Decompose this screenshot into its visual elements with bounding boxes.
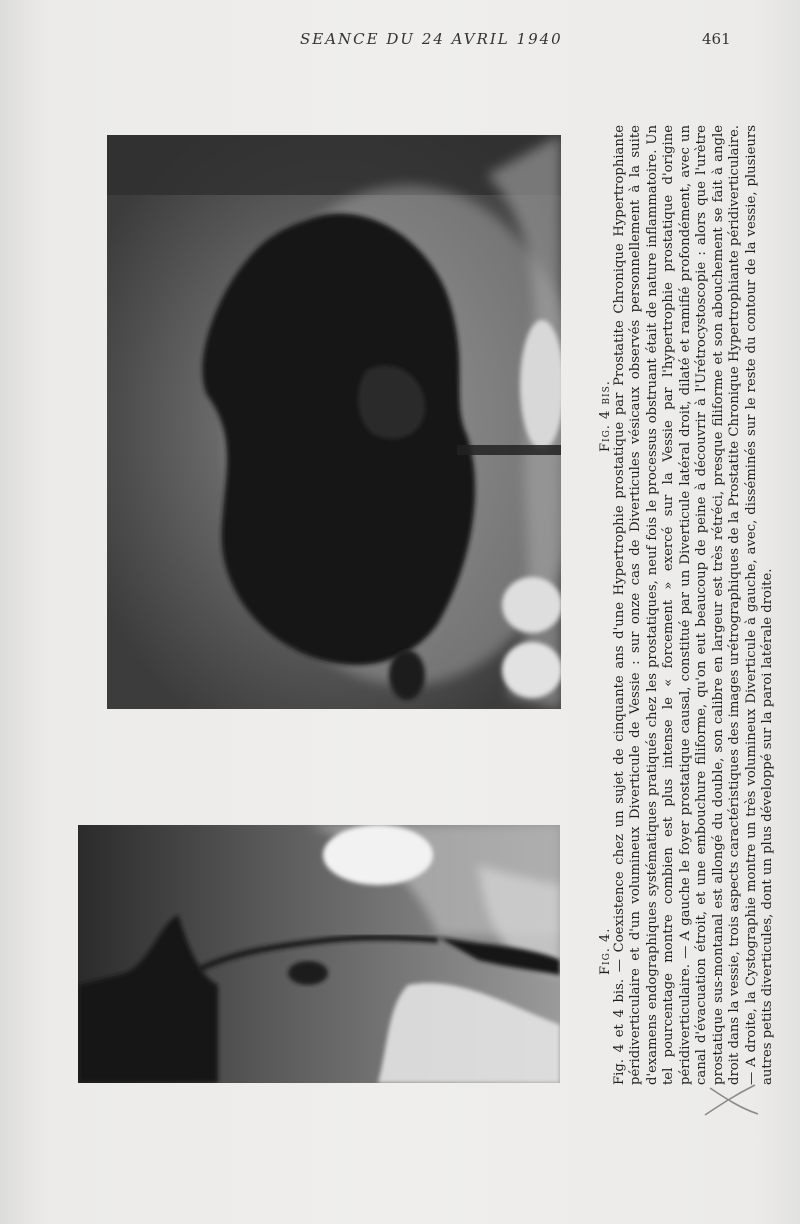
figure-label-fig-4: Fig. 4. (598, 927, 613, 975)
running-title: SEANCE DU 24 AVRIL 1940 (300, 30, 563, 48)
caption-text: — Coexistence chez un sujet de cinquante ans d'une Hypertrophie prostatique par Prostatite Chronique Hypertrophiante péridiverticulaire et d'un volumineux Diverticule de Vessie : sur onze cas de Diverticules vésicaux observés personnellement à la suite d'examens endographiques systématiques pratiqués chez les prostatiques, neuf fois le processus obstruant était de nature inflammatoire. Un tel pourcentage montre combien est plus intense le « forcement » exercé sur la Vessie par l'hypertrophie prostatique d'origine péridiverticulaire. — A gauche le foyer prostatique causal, constitué par un Diverticule latéral droit, dilaté et ramifié profondément, avec un canal d'évacuation étroit, et une embouchure filiforme, qu'on eut beaucoup de peine à découvrir à l'Urétrocystoscopie : alors que l'urètre prostatique sus-montanal est allongé du double, son calibre en largeur est très rétréci, presque filiforme et son abouchement se fait à angle droit dans la vessie, trois aspects caractéristiques des images urétrographiques de la Prostatite Chronique Hypertrophiante péridiverticulaire. — A droite, la Cystographie montre un très volumineux Diverticule à gauche, avec, disséminés sur le reste du contour de la vessie, plusieurs autres petits diverticules, dont un plus développé sur la paroi latérale droite. (612, 124, 776, 1085)
figure-caption (612, 125, 777, 1085)
pencil-cross-mark-icon (700, 1080, 760, 1120)
figure-label-fig-4-bis: Fig. 4 bis. (598, 380, 613, 452)
urethrography-image-fig-4 (78, 825, 560, 1083)
caption-lead: Fig. 4 et 4 bis. (612, 978, 627, 1085)
page-number: 461 (702, 30, 731, 48)
cystography-image-fig-4-bis (107, 135, 561, 709)
